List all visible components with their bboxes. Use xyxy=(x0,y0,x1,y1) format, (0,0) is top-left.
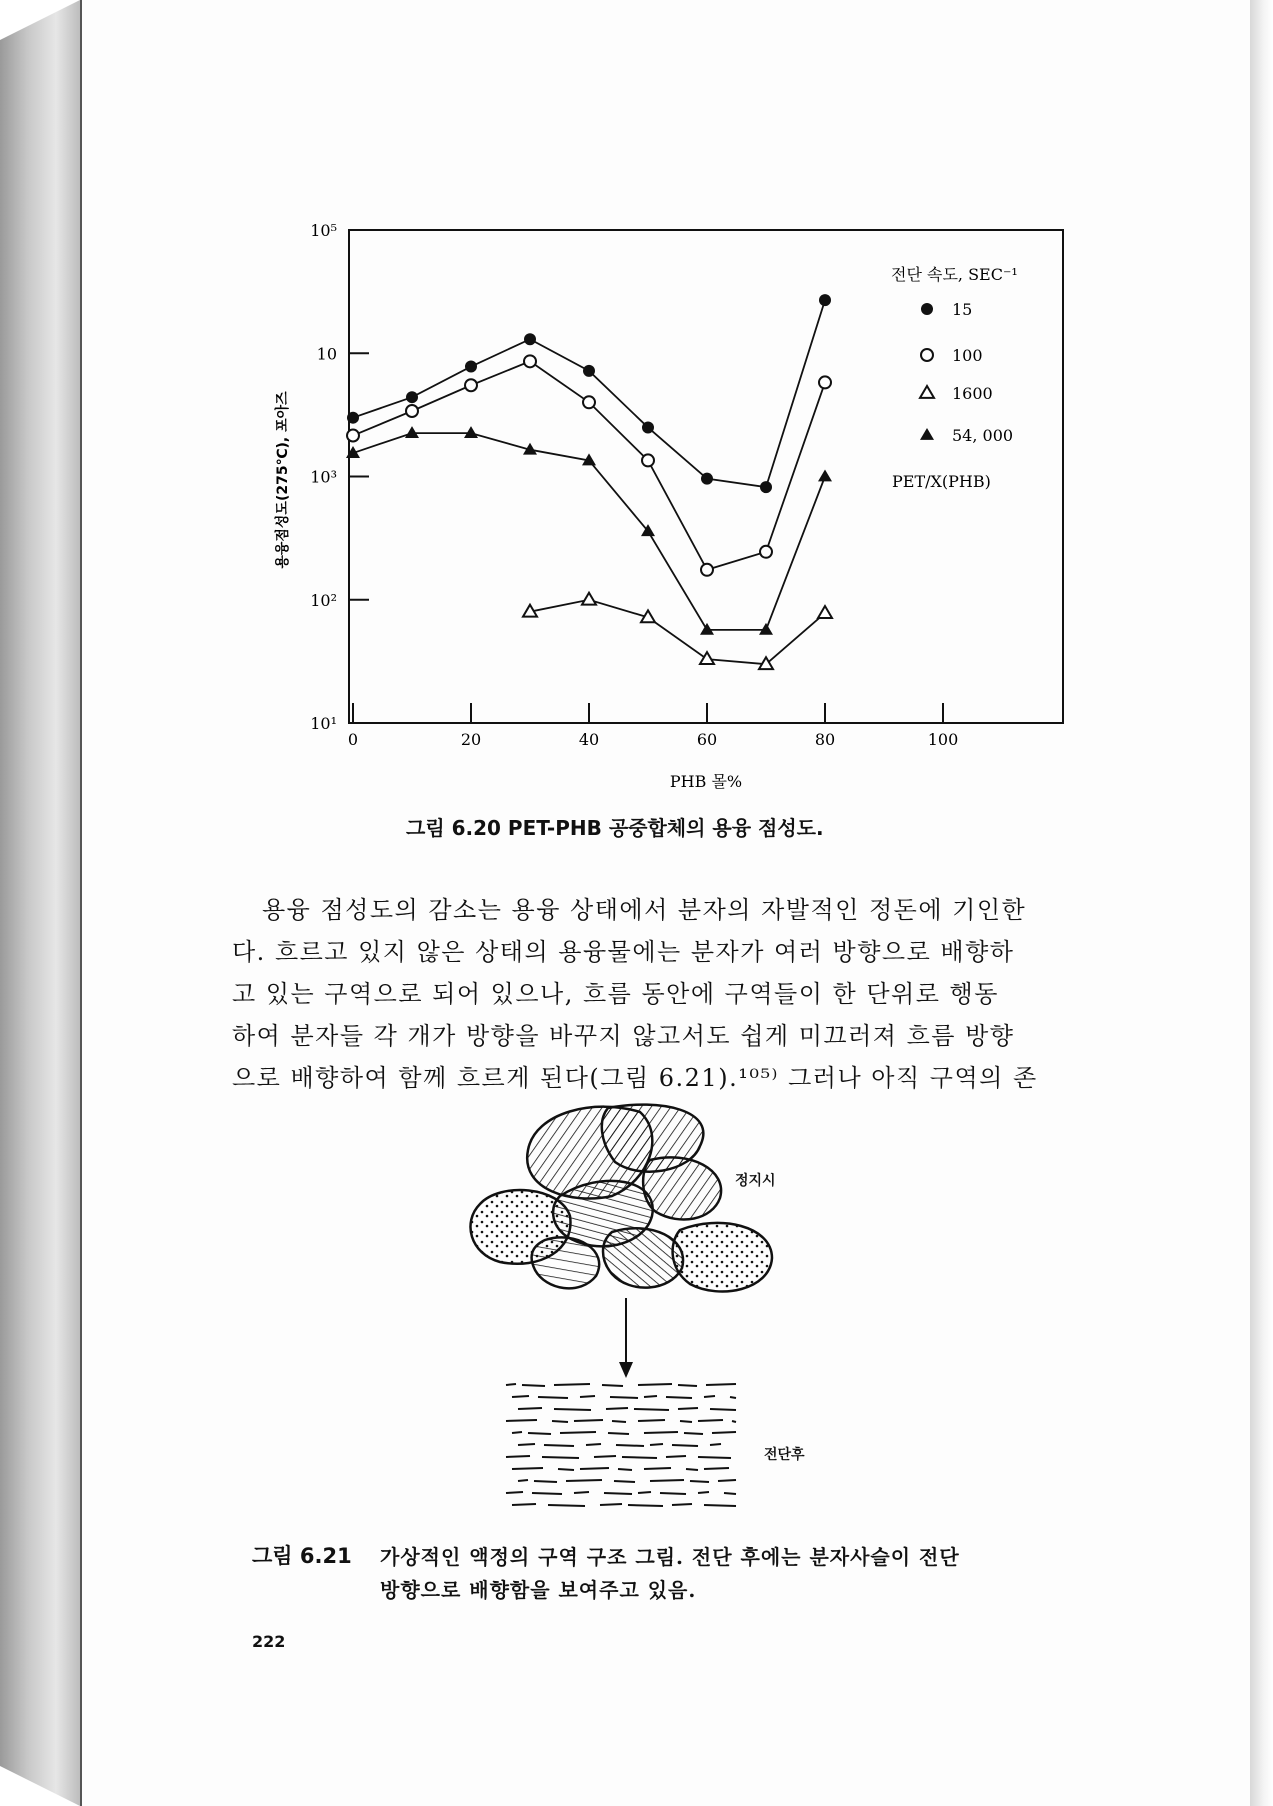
sheared-chain xyxy=(548,1505,585,1506)
sheared-chain xyxy=(552,1421,568,1422)
domain-blob xyxy=(532,1237,600,1288)
sheared-chain xyxy=(650,1444,663,1445)
domain-blob xyxy=(643,1157,721,1219)
data-point xyxy=(582,593,596,605)
sheared-chain xyxy=(560,1432,596,1433)
x-tick-label: 20 xyxy=(460,730,482,749)
sheared-chain xyxy=(534,1481,557,1482)
data-point xyxy=(524,333,536,345)
sheared-chain xyxy=(672,1445,698,1446)
legend-note: PET/X(PHB) xyxy=(892,472,991,491)
domain-blob xyxy=(603,1228,683,1287)
sheared-chain xyxy=(566,1480,602,1481)
data-point xyxy=(700,652,714,664)
data-point xyxy=(819,376,831,388)
sheared-chain xyxy=(512,1468,543,1469)
x-tick-label: 40 xyxy=(578,730,600,749)
figure-6-20-caption: 그림 6.20 PET-PHB 공중합체의 용융 점성도. xyxy=(406,816,824,840)
sheared-chain xyxy=(580,1396,595,1397)
data-point xyxy=(406,391,418,403)
data-point xyxy=(921,303,933,315)
sheared-chain xyxy=(730,1397,736,1398)
sheared-chain xyxy=(680,1421,692,1422)
series-line xyxy=(530,600,825,664)
figure-6-21-caption-line-1: 가상적인 액정의 구역 구조 그림. 전단 후에는 분자사슬이 전단 xyxy=(380,1545,960,1569)
data-point xyxy=(760,481,772,493)
sheared-chain xyxy=(538,1397,568,1398)
x-tick-label: 60 xyxy=(696,730,718,749)
body-line-5: 으로 배향하여 함께 흐르게 된다(그림 6.21).¹⁰⁵⁾ 그러나 아직 구역의 존 xyxy=(232,1064,1038,1092)
data-point xyxy=(465,361,477,373)
data-point xyxy=(818,606,832,618)
sheared-chain xyxy=(698,1457,731,1458)
sheared-chain xyxy=(690,1481,709,1482)
data-point xyxy=(347,430,359,442)
sheared-chain xyxy=(614,1481,635,1482)
data-point xyxy=(701,473,713,485)
legend-title: 전단 속도, SEC⁻¹ xyxy=(891,265,1018,284)
sheared-chain xyxy=(616,1445,644,1446)
sheared-chain xyxy=(594,1456,616,1457)
legend-entry: 15 xyxy=(952,300,973,319)
data-point xyxy=(920,428,934,440)
sheared-chain xyxy=(506,1456,530,1457)
sheared-chain xyxy=(698,1420,723,1421)
sheared-chain xyxy=(710,1444,721,1445)
data-point xyxy=(465,379,477,391)
sheared-chain xyxy=(644,1432,678,1433)
sheared-chain xyxy=(512,1396,529,1397)
sheared-chain xyxy=(574,1492,589,1493)
data-point xyxy=(700,623,714,635)
sheared-chain xyxy=(660,1493,686,1494)
y-tick-label: 10³ xyxy=(310,467,337,487)
domain-blob xyxy=(673,1223,772,1292)
data-point xyxy=(642,454,654,466)
sheared-chain xyxy=(554,1409,591,1410)
sheared-chain xyxy=(666,1397,692,1398)
chart-series xyxy=(346,294,832,669)
sheared-chain xyxy=(698,1492,709,1493)
series-open-circle xyxy=(347,355,831,575)
sheared-chain xyxy=(706,1384,736,1385)
sheared-chain xyxy=(558,1469,574,1470)
sheared-chain xyxy=(554,1384,590,1385)
body-line-4: 하여 분자들 각 개가 방향을 바꾸지 않고서도 쉽게 미끄러져 흐름 방향 xyxy=(232,1022,1015,1050)
sheared-chain xyxy=(622,1457,657,1458)
sheared-chain xyxy=(704,1396,715,1397)
data-point xyxy=(921,349,933,361)
data-point xyxy=(701,564,713,576)
legend-entry: 100 xyxy=(952,346,983,365)
sheared-chain xyxy=(574,1420,603,1421)
sheared-chain xyxy=(580,1468,609,1469)
sheared-chain xyxy=(684,1433,703,1434)
sheared-chain xyxy=(518,1480,528,1481)
legend-entry: 1600 xyxy=(952,384,993,403)
data-point xyxy=(464,426,478,438)
figure-6-21-label: 그림 6.21 xyxy=(252,1544,352,1568)
sheared-chain xyxy=(544,1445,574,1446)
legend-entry: 54, 000 xyxy=(952,426,1014,445)
sheared-chain xyxy=(506,1492,523,1493)
sheared-chain xyxy=(638,1492,651,1493)
y-tick-label: 10⁵ xyxy=(310,221,337,240)
sheared-chain xyxy=(606,1408,628,1409)
sheared-chain xyxy=(542,1457,579,1458)
data-point xyxy=(524,355,536,367)
series-line xyxy=(353,361,825,569)
sheared-chain xyxy=(612,1421,626,1422)
sheared-chain xyxy=(506,1420,537,1421)
sheared-chain xyxy=(628,1505,663,1506)
series-open-triangle xyxy=(523,593,832,669)
sheared-chain xyxy=(610,1397,638,1398)
sheared-chain xyxy=(532,1493,562,1494)
sheared-chain xyxy=(618,1469,632,1470)
sheared-chain xyxy=(638,1420,665,1421)
sheared-chain xyxy=(518,1408,542,1409)
x-tick-label: 100 xyxy=(927,730,959,749)
data-point xyxy=(406,405,418,417)
sheared-chain xyxy=(732,1421,736,1422)
body-line-3: 고 있는 구역으로 되어 있으나, 흐름 동안에 구역들이 한 단위로 행동 xyxy=(232,980,999,1008)
sheared-chain xyxy=(602,1385,623,1386)
y-tick-label: 10¹ xyxy=(310,714,337,733)
y-tick-label: 10 xyxy=(316,344,337,364)
chart-legend xyxy=(891,265,1018,491)
sheared-chain xyxy=(710,1409,736,1410)
sheared-chain xyxy=(704,1505,736,1506)
x-tick-label: 0 xyxy=(347,730,359,749)
sheared-chain xyxy=(528,1433,551,1434)
sheared-chain xyxy=(672,1504,692,1505)
sheared-chain xyxy=(518,1444,535,1445)
sheared-chain xyxy=(512,1504,536,1505)
data-point xyxy=(759,623,773,635)
y-axis-title: 용융점성도(275℃), 포아즈 xyxy=(275,391,291,569)
data-point xyxy=(920,386,934,398)
sheared-chain xyxy=(678,1408,698,1409)
data-point xyxy=(642,421,654,433)
figure-6-21-caption-line-2: 방향으로 배향함을 보여주고 있음. xyxy=(380,1578,697,1602)
sheared-chain xyxy=(712,1432,736,1433)
sheared-chain xyxy=(704,1468,729,1469)
sheared-chain xyxy=(506,1384,516,1385)
sheared-chain xyxy=(604,1493,632,1494)
sheared-chain xyxy=(512,1432,522,1433)
sheared-chain xyxy=(600,1504,622,1505)
data-point xyxy=(347,412,359,424)
sheared-chain xyxy=(650,1480,684,1481)
arrow-head xyxy=(619,1362,633,1378)
sheared-chain xyxy=(608,1433,629,1434)
sheared-chain xyxy=(586,1444,601,1445)
sheared-chain xyxy=(644,1468,671,1469)
data-point xyxy=(760,546,772,558)
sheared-chain xyxy=(678,1385,697,1386)
data-point xyxy=(818,470,832,482)
body-line-2: 다. 흐르고 있지 않은 상태의 용융물에는 분자가 여러 방향으로 배향하 xyxy=(232,938,1015,966)
body-line-1: 용융 점성도의 감소는 용융 상태에서 분자의 자발적인 정돈에 기인한 xyxy=(262,896,1027,924)
sheared-chain xyxy=(644,1396,657,1397)
sheared-chain xyxy=(666,1456,686,1457)
data-point xyxy=(583,365,595,377)
chart-axes xyxy=(274,221,1063,791)
sheared-chain xyxy=(634,1409,669,1410)
sheared-chain xyxy=(718,1480,736,1481)
sheared-chain xyxy=(638,1384,672,1385)
x-axis-title: PHB 몰% xyxy=(669,772,743,791)
data-point xyxy=(583,396,595,408)
x-tick-label: 80 xyxy=(814,730,836,749)
data-point xyxy=(819,294,831,306)
sheared-chain xyxy=(522,1385,545,1386)
sheared-chain xyxy=(686,1469,698,1470)
rest-state-label: 정지시 xyxy=(735,1173,776,1189)
y-tick-label: 10² xyxy=(310,590,337,610)
sheared-chain xyxy=(724,1493,736,1494)
sheared-state-label: 전단후 xyxy=(764,1447,805,1463)
page-number: 222 xyxy=(252,1632,286,1651)
domain-structure-figure xyxy=(470,1105,772,1506)
data-point xyxy=(405,426,419,438)
